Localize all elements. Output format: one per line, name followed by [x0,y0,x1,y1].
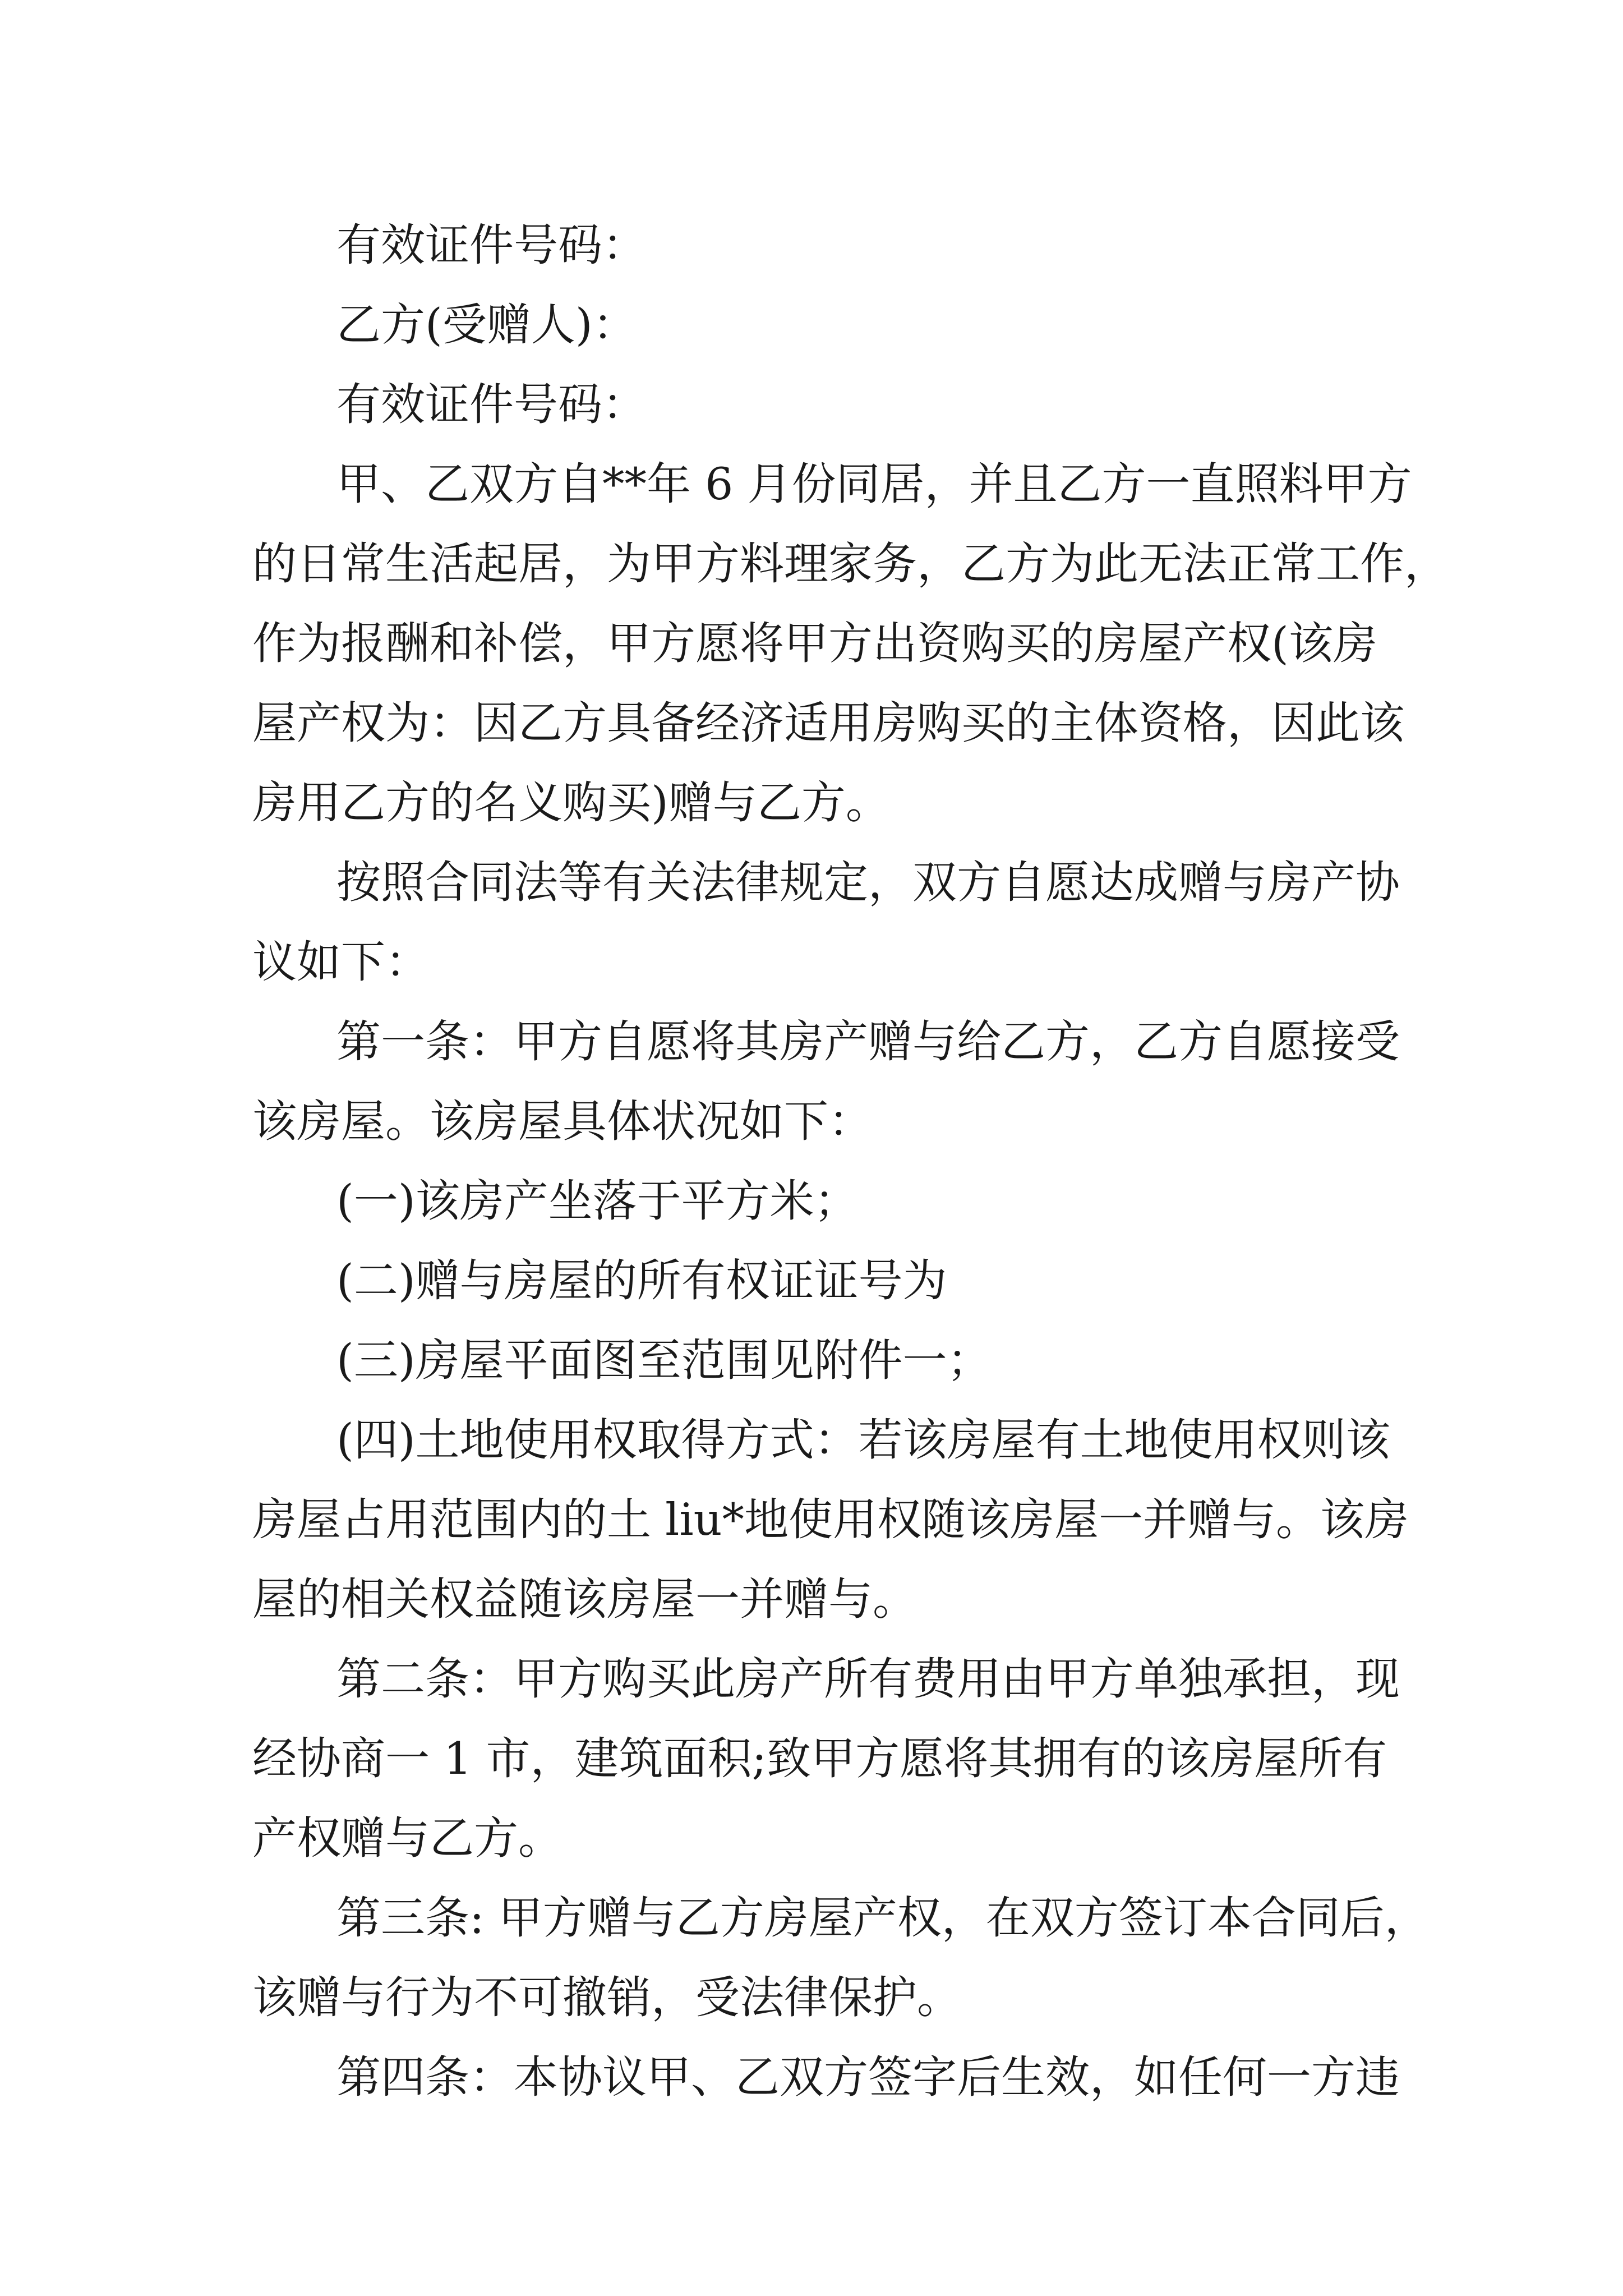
text-line: 的日常生活起居，为甲方料理家务，乙方为此无法正常工作， [252,538,1449,590]
text-line: 屋的相关权益随该房屋一并赠与。 [252,1573,917,1625]
text-line: 甲、乙双方自**年 6 月份同居，并且乙方一直照料甲方 [336,458,1412,510]
text-line: 房屋占用范围内的土 liu*地使用权随该房屋一并赠与。该房 [252,1494,1409,1545]
text-line: 屋产权为：因乙方具备经济适用房购买的主体资格，因此该 [252,697,1404,749]
text-line: 第四条：本协议甲、乙双方签字后生效，如任何一方违 [336,2051,1400,2103]
text-line: 按照合同法等有关法律规定，双方自愿达成赠与房产协 [336,857,1400,908]
text-line: 第一条：甲方自愿将其房产赠与给乙方，乙方自愿接受 [336,1016,1400,1068]
text-line: 房用乙方的名义购买)赠与乙方。 [252,777,890,829]
text-line: (二)赠与房屋的所有权证证号为 [336,1255,947,1306]
text-line: 第二条：甲方购买此房产所有费用由甲方单独承担，现 [336,1653,1400,1705]
text-line: 经协商一 1 市，建筑面积;致甲方愿将其拥有的该房屋所有 [252,1733,1387,1784]
text-line: 乙方(受赠人)： [336,299,637,351]
text-line: 有效证件号码： [336,219,647,271]
text-line: 该房屋。该房屋具体状况如下： [252,1096,873,1147]
text-line: (一)该房产坐落于平方米； [336,1175,859,1227]
text-line: 有效证件号码： [336,379,647,430]
text-line: 议如下： [252,936,430,988]
text-line: 该赠与行为不可撤销，受法律保护。 [252,1972,961,2023]
text-line: (四)土地使用权取得方式：若该房屋有土地使用权则该 [336,1414,1390,1466]
text-line: 产权赠与乙方。 [252,1812,562,1864]
text-line: (三)房屋平面图至范围见附件一； [336,1335,992,1386]
text-line: 作为报酬和补偿，甲方愿将甲方出资购买的房屋产权(该房 [252,618,1377,669]
text-line: 第三条: 甲方赠与乙方房屋产权，在双方签订本合同后， [336,1892,1429,1944]
